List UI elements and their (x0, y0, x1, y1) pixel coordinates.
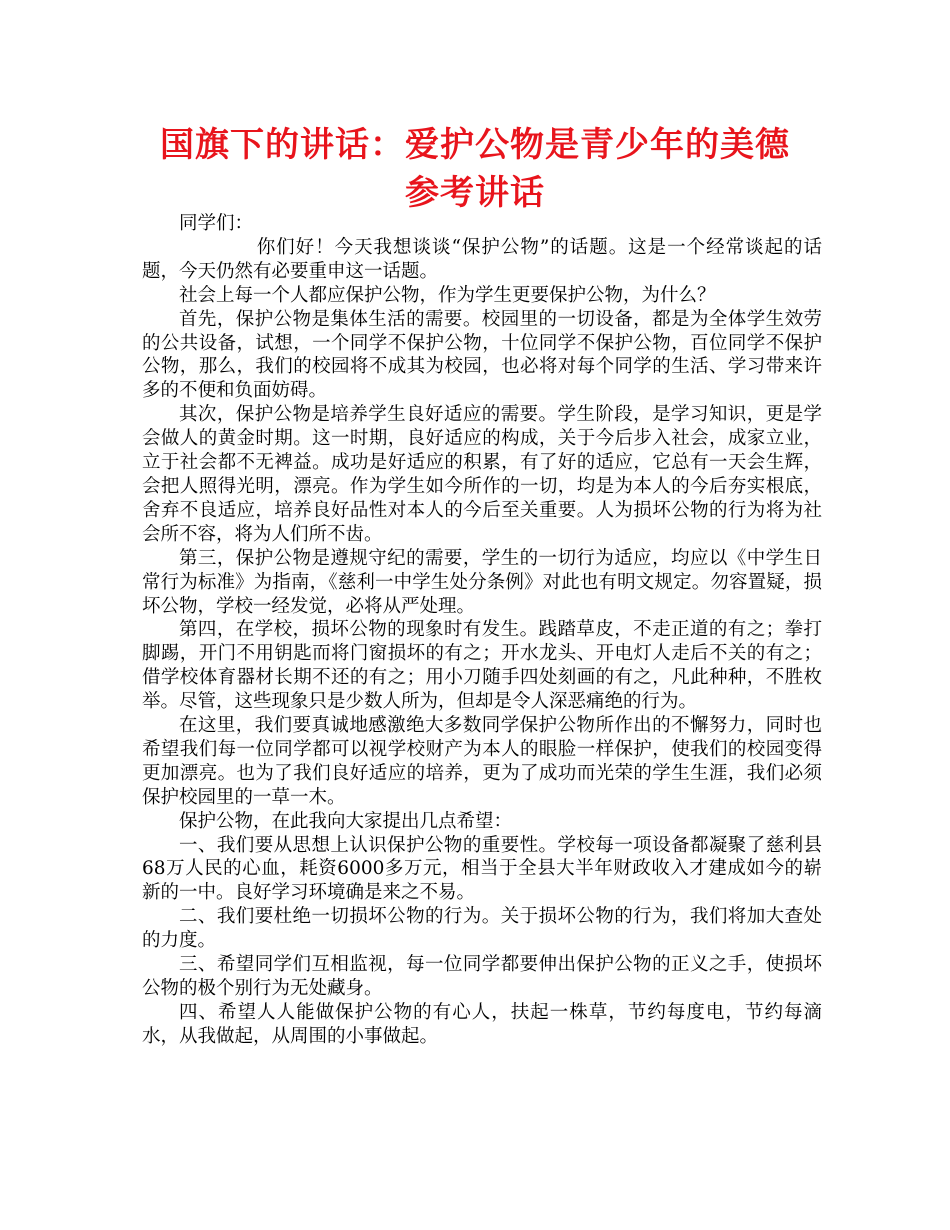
paragraph-first: 首先，保护公物是集体生活的需要。校园里的一切设备，都是为全体学生效劳的公共设备，试想，一个同学不保护公物，十位同学不保护公物，百位同学不保护公物，那么，我们的校园将不成其为校园，也必将对每个同学的生活、学习带来许多的不便和负面妨碍。 (142, 308, 822, 402)
paragraph-gratitude: 在这里，我们要真诚地感激绝大多数同学保护公物所作出的不懈努力，同时也希望我们每一位同学都可以视学校财产为本人的眼脸一样保护，使我们的校园变得更加漂亮。也为了我们良好适应的培养，更为了成功而光荣的学生生涯，我们必须保护校园里的一草一木。 (142, 715, 822, 808)
paragraph-hope-4: 四、希望人人能做保护公物的有心人，扶起一株草，节约每度电，节约每滴水，从我做起，从周围的小事做起。 (142, 1001, 822, 1047)
paragraph-second: 其次，保护公物是培养学生良好适应的需要。学生阶段，是学习知识，更是学会做人的黄金时期。这一时期，良好适应的构成，关于今后步入社会，成家立业，立于社会都不无裨益。成功是好适应的积累，有了好的适应，它总有一天会生辉，会把人照得光明，漂亮。作为学生如今所作的一切，均是为本人的今后夯实根底，舍弃不良适应，培养良好品性对本人的今后至关重要。人为损坏公物的行为将为社会所不容，将为人们所不齿。 (142, 404, 822, 545)
document-body (142, 212, 822, 1049)
paragraph-hope-1: 一、我们要从思想上认识保护公物的重要性。学校每一项设备都凝聚了慈利县68万人民的心血，耗资6000多万元，相当于全县大半年财政收入才建成如今的崭新的一中。良好学习环境确是来之不易。 (142, 834, 822, 904)
document-title-line1: 国旗下的讲话：爱护公物是青少年的美德 (160, 125, 790, 165)
paragraph-salutation: 同学们： (179, 213, 254, 234)
paragraph-hopes-intro: 保护公物，在此我向大家提出几点希望： (179, 810, 513, 832)
paragraph-hope-2: 二、我们要杜绝一切损坏公物的行为。关于损坏公物的行为，我们将加大查处的力度。 (142, 906, 822, 952)
paragraph-hope-3: 三、希望同学们互相监视，每一位同学都要伸出保护公物的正义之手，使损坏公物的极个别行为无处藏身。 (142, 954, 822, 999)
document-title-line2: 参考讲话 (405, 173, 545, 213)
paragraph-fourth: 第四，在学校，损坏公物的现象时有发生。践踏草皮，不走正道的有之；拳打脚踢，开门不用钥匙而将门窗损坏的有之；开水龙头、开电灯人走后不关的有之；借学校体育器材长期不还的有之；用小刀随手四处刻画的有之，凡此种种，不胜枚举。尽管，这些现象只是少数人所为，但却是令人深恶痛绝的行为。 (142, 619, 822, 713)
paragraph-question: 社会上每一个人都应保护公物，作为学生更要保护公物，为什么？ (179, 284, 716, 306)
paragraph-greeting: 你们好！今天我想谈谈“保护公物”的话题。这是一个经常谈起的话题，今天仍然有必要重申这一话题。 (142, 236, 822, 282)
paragraph-third: 第三，保护公物是遵规守纪的需要，学生的一切行为适应，均应以《中学生日常行为标准》为指南，《慈利一中学生处分条例》对此也有明文规定。勿容置疑，损坏公物，学校一经发觉，必将从严处理。 (142, 547, 822, 617)
